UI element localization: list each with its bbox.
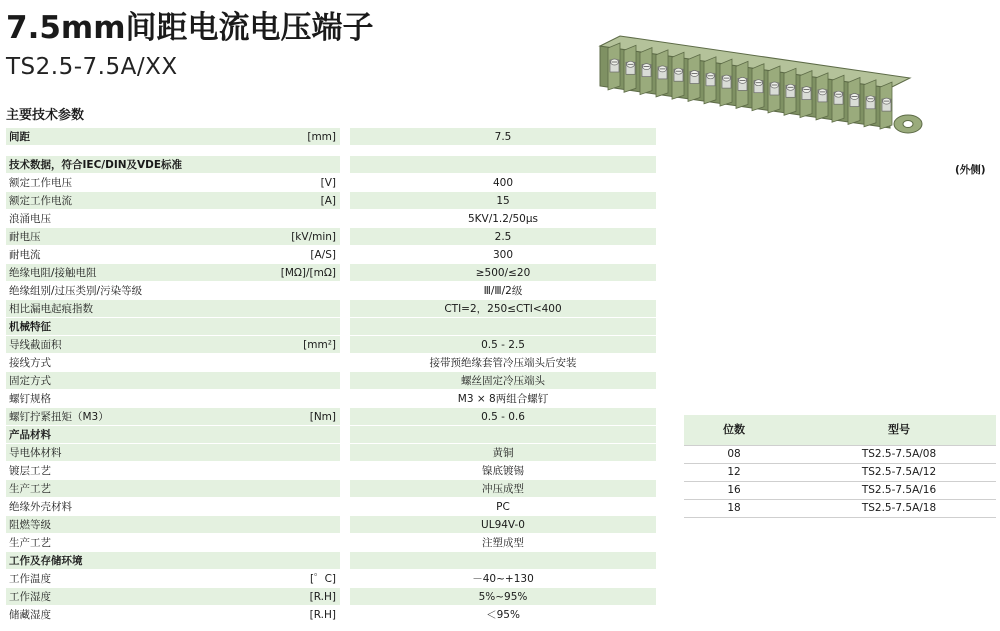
spec-section-row [6,426,656,444]
mounting-hole [903,121,913,128]
spec-row [6,210,656,228]
spec-value: 400 [492,177,514,189]
model-table [684,415,996,518]
spec-row [6,174,656,192]
spec-row [6,264,656,282]
spec-label: 额定工作电流 [6,192,340,209]
spec-section-row [6,318,656,336]
spec-value: 0.5 - 2.5 [350,336,656,353]
spec-value: 注塑成型 [482,537,524,549]
spec-value: 0.5 - 0.6 [350,408,656,425]
spec-label: 螺钉拧紧扭矩（M3） [6,408,340,425]
spec-row [6,354,656,372]
spec-section-row [6,128,656,146]
spec-value: 黄铜 [350,444,656,461]
spec-unit: [R.H] [309,591,336,603]
spec-label: 机械特征 [6,318,340,335]
spec-label: 产品材料 [6,426,340,443]
spec-label: 耐电流 [9,249,41,261]
spec-unit: [A/S] [310,249,336,261]
spec-unit: [mm] [307,131,336,143]
spec-value: UL94V-0 [350,516,656,533]
model-cell: TS2.5-7.5A/18 [861,502,937,514]
model-row [684,445,996,464]
terminal-block-image [590,16,930,156]
spec-label: 工作及存储环境 [6,552,340,569]
model-cell: TS2.5-7.5A/16 [861,484,937,496]
spec-value [350,552,656,569]
spec-value: PC [496,501,510,513]
spec-label: 生产工艺 [6,480,340,497]
header-positions: 位数 [723,423,745,436]
spec-label: 技术数据，符合IEC/DIN及VDE标准 [6,156,340,173]
model-row [684,482,996,500]
image-caption: (外侧) [955,164,986,176]
spec-label: 绝缘组别/过压类别/污染等级 [9,285,143,297]
spec-label: 导电体材料 [6,444,340,461]
spec-row [6,498,656,516]
spec-unit: [mm²] [303,339,336,351]
spec-value: 300 [492,249,514,261]
spec-value: 15 [350,192,656,209]
spec-label: 螺钉规格 [9,393,51,405]
spec-table [6,128,656,624]
spec-value: ≥500/≤20 [350,264,656,281]
spec-label: 接线方式 [9,357,51,369]
spec-row [6,462,656,480]
spec-value: －40~+130 [472,573,534,585]
spec-value: Ⅲ/Ⅲ/2级 [483,285,523,297]
spec-unit: [R.H] [309,609,336,621]
spec-label: 固定方式 [6,372,340,389]
model-cell: TS2.5-7.5A/12 [861,466,937,478]
spec-label: 浪涌电压 [9,213,51,225]
spec-value: 7.5 [350,128,656,145]
spec-label: 额定工作电压 [9,177,72,189]
spec-row [6,408,656,426]
spec-row [6,282,656,300]
positions-cell: 12 [727,466,741,478]
model-row [684,464,996,482]
spec-label: 绝缘电阻/接触电阻 [6,264,340,281]
spec-row [6,606,656,624]
spec-value [350,156,656,173]
spec-label: 工作温度 [9,573,51,585]
spec-row [6,336,656,354]
spec-value: 接带预绝缘套管冷压端头后安装 [429,357,577,369]
spec-value: 镍底镀锡 [482,465,524,477]
spacer [6,146,656,156]
spec-label: 生产工艺 [9,537,51,549]
spec-row [6,390,656,408]
spec-label: 耐电压 [6,228,340,245]
spec-row [6,480,656,498]
spec-label: 绝缘外壳材料 [9,501,72,513]
spec-row [6,192,656,210]
section-heading: 主要技术参数 [6,108,85,123]
model-table-header [684,415,996,445]
spec-label: 储藏湿度 [9,609,51,621]
spec-value: 冲压成型 [350,480,656,497]
spec-unit: [Nm] [309,411,336,423]
model-number: TS2.5-7.5A/XX [6,54,178,80]
spec-value [350,426,656,443]
model-cell: TS2.5-7.5A/08 [861,448,937,460]
spec-label: 工作湿度 [6,588,340,605]
spec-value: 2.5 [350,228,656,245]
spec-row [6,372,656,390]
spec-value: M3 × 8两组合螺钉 [457,393,549,405]
spec-label: 镀层工艺 [9,465,51,477]
spec-label: 间距 [6,128,340,145]
spec-section-row [6,552,656,570]
spec-label: 导线截面积 [6,336,340,353]
page-title: 7.5mm间距电流电压端子 [6,10,374,46]
spec-value: 5%~95% [350,588,656,605]
spec-value: CTI=2，250≤CTI<400 [350,300,656,317]
spec-label: 阻燃等级 [6,516,340,533]
spec-row [6,228,656,246]
spec-row [6,246,656,264]
spec-value [350,318,656,335]
positions-cell: 18 [727,502,741,514]
model-row [684,500,996,518]
positions-cell: 16 [727,484,741,496]
header-model: 型号 [888,423,910,436]
spec-row [6,588,656,606]
spec-value: ＜95% [486,609,520,621]
spec-value: 5KV/1.2/50μs [467,213,539,225]
spec-value: 螺丝固定冷压端头 [350,372,656,389]
spec-row [6,570,656,588]
spec-row [6,444,656,462]
positions-cell: 08 [727,448,741,460]
spec-section-row [6,156,656,174]
spec-row [6,516,656,534]
spec-unit: [kV/min] [291,231,336,243]
spec-unit: [A] [320,195,336,207]
spec-unit: [V] [320,177,336,189]
spec-row [6,300,656,318]
spec-unit: [MΩ]/[mΩ] [280,267,336,279]
spec-label: 相比漏电起痕指数 [6,300,340,317]
spec-unit: [゜C] [309,573,336,585]
spec-row [6,534,656,552]
